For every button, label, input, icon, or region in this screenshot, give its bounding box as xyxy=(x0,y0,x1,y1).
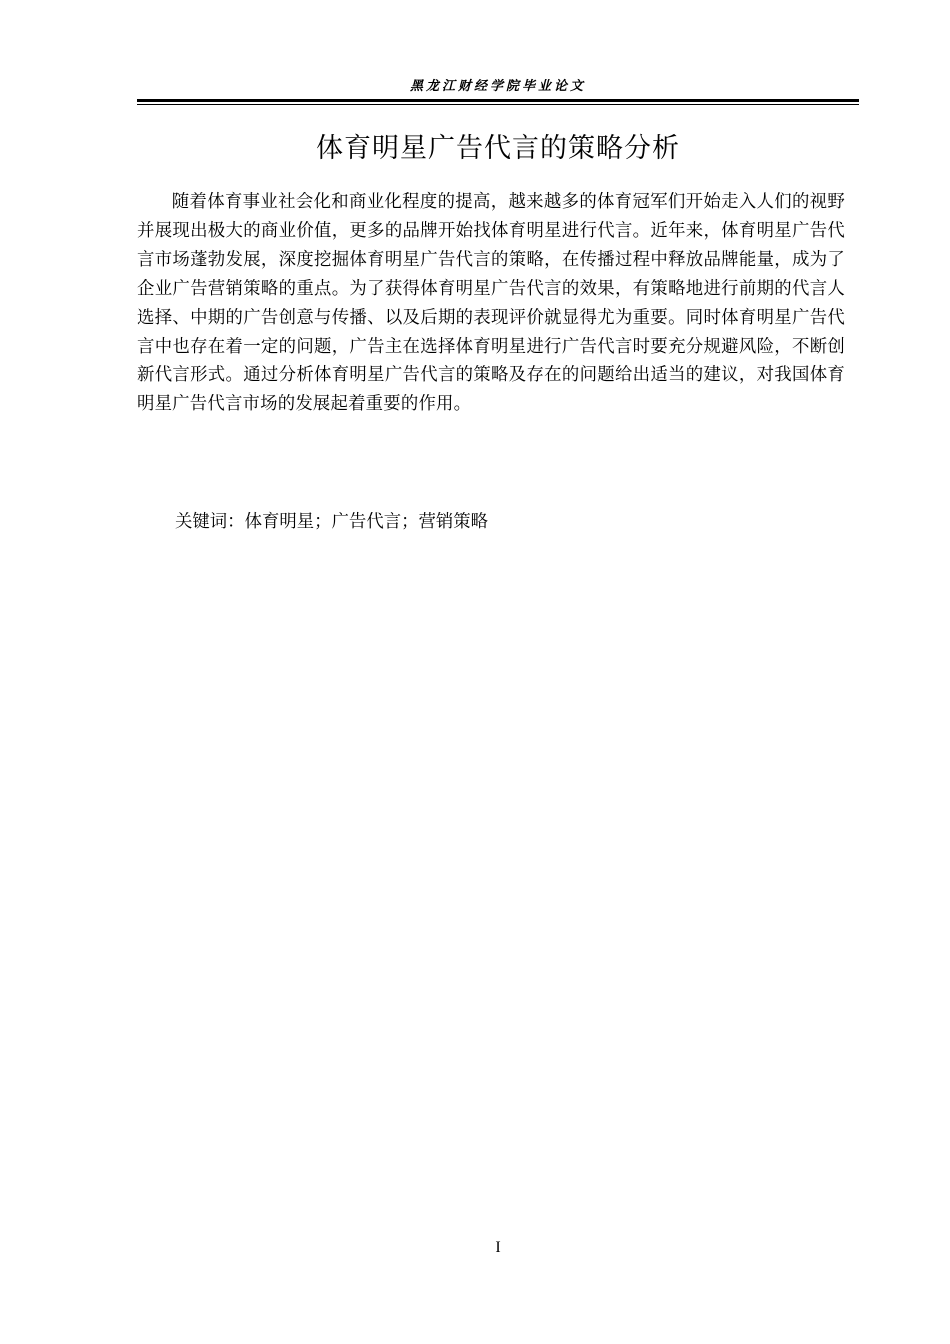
keywords-value: 体育明星；广告代言；营销策略 xyxy=(244,512,489,532)
document-title: 体育明星广告代言的策略分析 xyxy=(316,133,680,164)
header-rule-thin xyxy=(137,104,859,105)
running-header: 黑龙江财经学院毕业论文 xyxy=(409,79,586,94)
page-number: I xyxy=(495,1239,501,1256)
keywords-line xyxy=(175,509,488,535)
keywords-label: 关键词： xyxy=(175,512,245,532)
header-rule-thick xyxy=(137,99,859,102)
abstract-paragraph: 随着体育事业社会化和商业化程度的提高，越来越多的体育冠军们开始走入人们的视野并展现出极大的商业价值，更多的品牌开始找体育明星进行代言。近年来，体育明星广告代言市场蓬勃发展，深度挖掘体育明星广告代言的策略，在传播过程中释放品牌能量，成为了企业广告营销策略的重点。为了获得体育明星广告代言的效果，有策略地进行前期的代言人选择、中期的广告创意与传播、以及后期的表现评价就显得尤为重要。同时体育明星广告代言中也存在着一定的问题，广告主在选择体育明星进行广告代言时要充分规避风险，不断创新代言形式。通过分析体育明星广告代言的策略及存在的问题给出适当的建议，对我国体育明星广告代言市场的发展起着重要的作用。 xyxy=(137,192,845,415)
